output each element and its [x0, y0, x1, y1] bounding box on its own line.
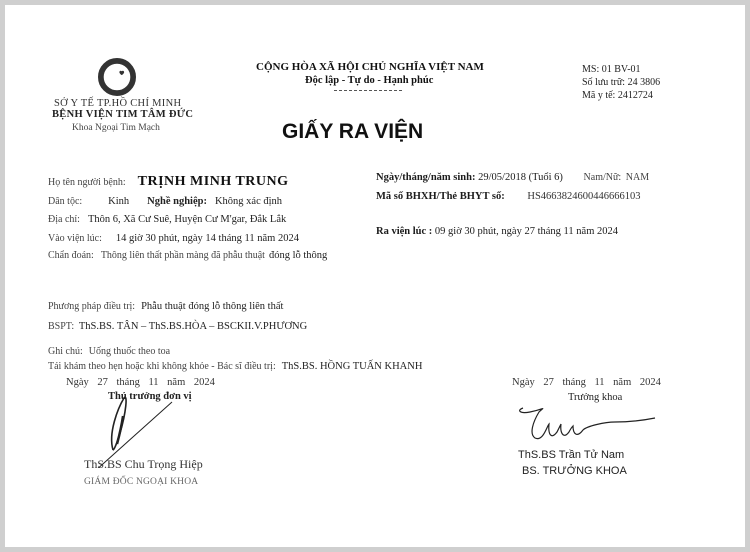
patient-name-label: Họ tên người bệnh:	[48, 177, 126, 188]
discharge-value: 09 giờ 30 phút, ngày 27 tháng 11 năm 2024	[434, 226, 618, 237]
right-signature-date: Ngày 27 tháng 11 năm 2024	[512, 377, 661, 388]
org-unit: Khoa Ngoại Tim Mạch	[72, 123, 160, 133]
note-value: Uống thuốc theo toa	[88, 346, 171, 357]
surgeons-label: BSPT:	[48, 321, 75, 332]
dob-label: Ngày/tháng/năm sinh:	[376, 172, 476, 183]
treatment-method-value: Phẫu thuật đóng lỗ thông liên thất	[141, 301, 284, 312]
document-title: GIẤY RA VIỆN	[282, 120, 424, 143]
admission-label: Vào viện lúc:	[48, 233, 102, 244]
followup-row	[48, 356, 422, 374]
diagnosis-label: Chẩn đoán:	[48, 250, 94, 261]
address-label: Địa chỉ:	[48, 214, 80, 225]
occupation-label: Nghề nghiệp:	[147, 196, 207, 207]
address-value: Thôn 6, Xã Cư Suê, Huyện Cư M'gar, Đắk Lắk	[87, 214, 287, 225]
right-signature-title: Trưởng khoa	[568, 392, 623, 403]
motto: Độc lập - Tự do - Hạnh phúc	[305, 75, 434, 86]
sex-label: Nam/Nữ:	[583, 172, 622, 183]
followup-text: Tái khám theo hẹn hoặc khi không khỏe - Bác sĩ điều trị:	[48, 361, 276, 372]
admission-value: 14 giờ 30 phút, ngày 14 tháng 11 năm 2024	[115, 233, 299, 244]
insurance-value: HS4663824600446666103	[527, 191, 641, 202]
insurance-label: Mã số BHXH/Thẻ BHYT số:	[376, 191, 505, 202]
dob-row	[376, 172, 649, 183]
archive-number: Số lưu trữ: 24 3806	[582, 77, 661, 88]
medical-id: Mã y tế: 2412724	[582, 90, 653, 101]
left-signature-icon	[80, 388, 210, 468]
left-signer-name: ThS.BS Chu Trọng Hiệp	[84, 457, 203, 471]
treatment-method-row	[48, 296, 283, 314]
org-hospital: BỆNH VIỆN TIM TÂM ĐỨC	[52, 109, 194, 120]
ethnicity-value: Kinh	[108, 196, 130, 207]
sex-value: NAM	[625, 172, 650, 183]
motto-divider	[334, 90, 402, 91]
org-department: SỞ Y TẾ TP.HỒ CHÍ MINH	[54, 98, 182, 109]
ethnicity-row	[48, 191, 282, 209]
attending-doctor: ThS.BS. HỒNG TUẤN KHANH	[281, 361, 423, 372]
patient-name-row	[48, 172, 289, 190]
ethnicity-label: Dân tộc:	[48, 196, 83, 207]
diagnosis-row	[48, 245, 327, 263]
left-signature-title: Thủ trưởng đơn vị	[108, 391, 192, 402]
heart-circle-icon	[98, 58, 136, 96]
diagnosis-value-a: Thông liên thất phần màng đã phẫu thuật	[100, 250, 265, 261]
note-label: Ghi chú:	[48, 346, 83, 357]
right-signature-icon	[515, 398, 695, 450]
form-code: MS: 01 BV-01	[582, 64, 641, 75]
left-signature-date: Ngày 27 tháng 11 năm 2024	[66, 377, 215, 388]
discharge-label: Ra viện lúc :	[376, 226, 433, 237]
left-signer-role: GIÁM ĐỐC NGOẠI KHOA	[84, 477, 199, 487]
patient-name: TRỊNH MINH TRUNG	[137, 174, 289, 189]
treatment-method-label: Phương pháp điều trị:	[48, 301, 136, 312]
discharge-row	[376, 226, 618, 237]
address-row	[48, 209, 286, 227]
nation-heading: CỘNG HÒA XÃ HỘI CHỦ NGHĨA VIỆT NAM	[256, 61, 484, 73]
dob-value: 29/05/2018 (Tuổi 6)	[478, 172, 563, 183]
insurance-row	[376, 191, 641, 202]
diagnosis-value-b: đóng lỗ thông	[268, 250, 328, 261]
surgeons-value: ThS.BS. TÂN – ThS.BS.HÒA – BSCKII.V.PHƯƠNG	[78, 321, 308, 332]
right-signer-name: ThS.BS Trần Tử Nam	[518, 449, 625, 461]
right-signer-role: BS. TRƯỞNG KHOA	[522, 465, 627, 477]
admission-row	[48, 228, 299, 246]
occupation-value: Không xác định	[214, 196, 283, 207]
surgeons-row	[48, 321, 307, 332]
